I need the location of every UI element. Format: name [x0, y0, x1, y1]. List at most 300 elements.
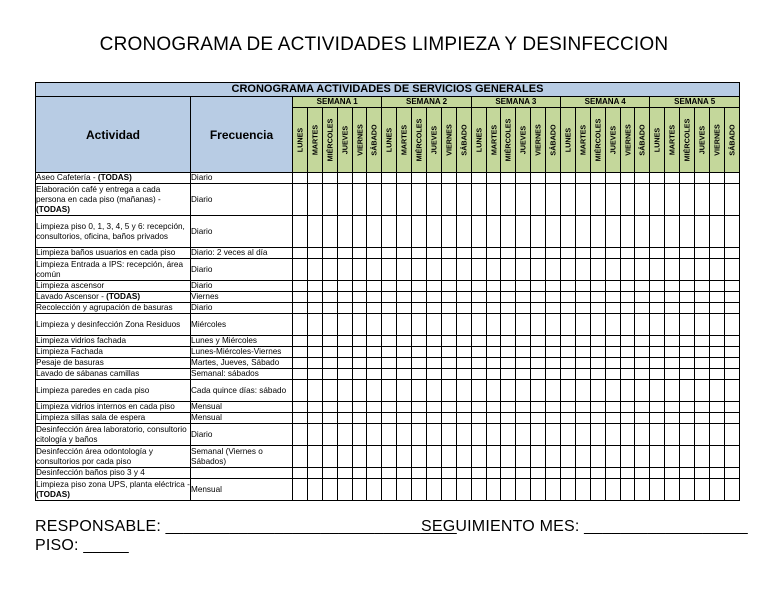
schedule-cell[interactable] — [412, 259, 427, 281]
schedule-cell[interactable] — [293, 446, 308, 468]
schedule-cell[interactable] — [709, 413, 724, 424]
schedule-cell[interactable] — [546, 380, 561, 402]
schedule-cell[interactable] — [650, 380, 665, 402]
schedule-cell[interactable] — [561, 184, 576, 216]
schedule-cell[interactable] — [486, 413, 501, 424]
schedule-cell[interactable] — [680, 380, 695, 402]
schedule-cell[interactable] — [441, 303, 456, 314]
schedule-cell[interactable] — [427, 173, 442, 184]
schedule-cell[interactable] — [516, 424, 531, 446]
schedule-cell[interactable] — [605, 358, 620, 369]
schedule-cell[interactable] — [620, 184, 635, 216]
schedule-cell[interactable] — [620, 446, 635, 468]
schedule-cell[interactable] — [546, 184, 561, 216]
schedule-cell[interactable] — [441, 347, 456, 358]
schedule-cell[interactable] — [441, 173, 456, 184]
schedule-cell[interactable] — [352, 184, 367, 216]
schedule-cell[interactable] — [724, 336, 739, 347]
schedule-cell[interactable] — [605, 173, 620, 184]
schedule-cell[interactable] — [695, 446, 710, 468]
schedule-cell[interactable] — [575, 479, 590, 501]
schedule-cell[interactable] — [441, 292, 456, 303]
schedule-cell[interactable] — [635, 468, 650, 479]
schedule-cell[interactable] — [427, 413, 442, 424]
schedule-cell[interactable] — [620, 347, 635, 358]
schedule-cell[interactable] — [605, 281, 620, 292]
schedule-cell[interactable] — [516, 402, 531, 413]
schedule-cell[interactable] — [516, 347, 531, 358]
schedule-cell[interactable] — [531, 292, 546, 303]
schedule-cell[interactable] — [427, 303, 442, 314]
schedule-cell[interactable] — [337, 173, 352, 184]
schedule-cell[interactable] — [501, 281, 516, 292]
schedule-cell[interactable] — [322, 173, 337, 184]
schedule-cell[interactable] — [575, 184, 590, 216]
schedule-cell[interactable] — [590, 424, 605, 446]
schedule-cell[interactable] — [337, 292, 352, 303]
schedule-cell[interactable] — [709, 281, 724, 292]
schedule-cell[interactable] — [441, 248, 456, 259]
schedule-cell[interactable] — [412, 369, 427, 380]
schedule-cell[interactable] — [307, 259, 322, 281]
schedule-cell[interactable] — [546, 468, 561, 479]
schedule-cell[interactable] — [337, 347, 352, 358]
schedule-cell[interactable] — [486, 479, 501, 501]
schedule-cell[interactable] — [441, 259, 456, 281]
schedule-cell[interactable] — [665, 216, 680, 248]
schedule-cell[interactable] — [352, 479, 367, 501]
schedule-cell[interactable] — [620, 216, 635, 248]
schedule-cell[interactable] — [665, 424, 680, 446]
schedule-cell[interactable] — [322, 292, 337, 303]
schedule-cell[interactable] — [650, 292, 665, 303]
schedule-cell[interactable] — [427, 259, 442, 281]
schedule-cell[interactable] — [695, 292, 710, 303]
schedule-cell[interactable] — [397, 369, 412, 380]
schedule-cell[interactable] — [695, 369, 710, 380]
schedule-cell[interactable] — [337, 303, 352, 314]
schedule-cell[interactable] — [546, 424, 561, 446]
schedule-cell[interactable] — [709, 402, 724, 413]
schedule-cell[interactable] — [695, 413, 710, 424]
schedule-cell[interactable] — [516, 216, 531, 248]
schedule-cell[interactable] — [680, 248, 695, 259]
schedule-cell[interactable] — [680, 184, 695, 216]
schedule-cell[interactable] — [471, 259, 486, 281]
schedule-cell[interactable] — [337, 402, 352, 413]
schedule-cell[interactable] — [531, 369, 546, 380]
schedule-cell[interactable] — [561, 380, 576, 402]
schedule-cell[interactable] — [337, 479, 352, 501]
schedule-cell[interactable] — [620, 479, 635, 501]
schedule-cell[interactable] — [352, 369, 367, 380]
schedule-cell[interactable] — [307, 184, 322, 216]
schedule-cell[interactable] — [665, 402, 680, 413]
schedule-cell[interactable] — [322, 248, 337, 259]
schedule-cell[interactable] — [516, 173, 531, 184]
schedule-cell[interactable] — [516, 468, 531, 479]
schedule-cell[interactable] — [635, 303, 650, 314]
schedule-cell[interactable] — [665, 358, 680, 369]
schedule-cell[interactable] — [427, 292, 442, 303]
schedule-cell[interactable] — [605, 347, 620, 358]
schedule-cell[interactable] — [561, 347, 576, 358]
schedule-cell[interactable] — [590, 259, 605, 281]
schedule-cell[interactable] — [561, 358, 576, 369]
schedule-cell[interactable] — [382, 259, 397, 281]
schedule-cell[interactable] — [665, 413, 680, 424]
schedule-cell[interactable] — [412, 347, 427, 358]
schedule-cell[interactable] — [620, 468, 635, 479]
schedule-cell[interactable] — [322, 336, 337, 347]
schedule-cell[interactable] — [501, 347, 516, 358]
schedule-cell[interactable] — [352, 281, 367, 292]
schedule-cell[interactable] — [665, 292, 680, 303]
schedule-cell[interactable] — [709, 424, 724, 446]
schedule-cell[interactable] — [307, 248, 322, 259]
schedule-cell[interactable] — [531, 380, 546, 402]
schedule-cell[interactable] — [337, 424, 352, 446]
schedule-cell[interactable] — [665, 479, 680, 501]
schedule-cell[interactable] — [501, 424, 516, 446]
schedule-cell[interactable] — [352, 336, 367, 347]
schedule-cell[interactable] — [337, 446, 352, 468]
schedule-cell[interactable] — [531, 336, 546, 347]
schedule-cell[interactable] — [471, 216, 486, 248]
schedule-cell[interactable] — [561, 303, 576, 314]
schedule-cell[interactable] — [501, 336, 516, 347]
schedule-cell[interactable] — [605, 468, 620, 479]
schedule-cell[interactable] — [531, 413, 546, 424]
schedule-cell[interactable] — [307, 424, 322, 446]
schedule-cell[interactable] — [367, 336, 382, 347]
schedule-cell[interactable] — [724, 358, 739, 369]
schedule-cell[interactable] — [501, 259, 516, 281]
schedule-cell[interactable] — [322, 314, 337, 336]
schedule-cell[interactable] — [352, 303, 367, 314]
schedule-cell[interactable] — [665, 248, 680, 259]
schedule-cell[interactable] — [307, 446, 322, 468]
schedule-cell[interactable] — [322, 468, 337, 479]
schedule-cell[interactable] — [367, 468, 382, 479]
schedule-cell[interactable] — [709, 446, 724, 468]
schedule-cell[interactable] — [307, 347, 322, 358]
schedule-cell[interactable] — [293, 369, 308, 380]
schedule-cell[interactable] — [590, 369, 605, 380]
schedule-cell[interactable] — [709, 347, 724, 358]
schedule-cell[interactable] — [471, 184, 486, 216]
schedule-cell[interactable] — [590, 413, 605, 424]
schedule-cell[interactable] — [680, 402, 695, 413]
schedule-cell[interactable] — [665, 369, 680, 380]
schedule-cell[interactable] — [397, 173, 412, 184]
schedule-cell[interactable] — [367, 303, 382, 314]
schedule-cell[interactable] — [367, 479, 382, 501]
schedule-cell[interactable] — [307, 369, 322, 380]
schedule-cell[interactable] — [546, 446, 561, 468]
schedule-cell[interactable] — [486, 336, 501, 347]
schedule-cell[interactable] — [575, 402, 590, 413]
schedule-cell[interactable] — [665, 336, 680, 347]
schedule-cell[interactable] — [501, 173, 516, 184]
schedule-cell[interactable] — [307, 303, 322, 314]
schedule-cell[interactable] — [680, 347, 695, 358]
schedule-cell[interactable] — [635, 380, 650, 402]
schedule-cell[interactable] — [605, 184, 620, 216]
schedule-cell[interactable] — [665, 173, 680, 184]
schedule-cell[interactable] — [516, 380, 531, 402]
schedule-cell[interactable] — [471, 281, 486, 292]
schedule-cell[interactable] — [397, 314, 412, 336]
schedule-cell[interactable] — [501, 184, 516, 216]
schedule-cell[interactable] — [322, 281, 337, 292]
schedule-cell[interactable] — [590, 402, 605, 413]
schedule-cell[interactable] — [680, 336, 695, 347]
schedule-cell[interactable] — [486, 292, 501, 303]
schedule-cell[interactable] — [724, 468, 739, 479]
schedule-cell[interactable] — [412, 402, 427, 413]
schedule-cell[interactable] — [441, 184, 456, 216]
schedule-cell[interactable] — [561, 336, 576, 347]
schedule-cell[interactable] — [501, 358, 516, 369]
schedule-cell[interactable] — [501, 413, 516, 424]
schedule-cell[interactable] — [709, 184, 724, 216]
schedule-cell[interactable] — [367, 413, 382, 424]
schedule-cell[interactable] — [293, 479, 308, 501]
schedule-cell[interactable] — [382, 248, 397, 259]
schedule-cell[interactable] — [456, 380, 471, 402]
schedule-cell[interactable] — [590, 314, 605, 336]
schedule-cell[interactable] — [650, 184, 665, 216]
schedule-cell[interactable] — [456, 248, 471, 259]
schedule-cell[interactable] — [531, 424, 546, 446]
schedule-cell[interactable] — [724, 347, 739, 358]
schedule-cell[interactable] — [412, 173, 427, 184]
schedule-cell[interactable] — [635, 173, 650, 184]
schedule-cell[interactable] — [427, 446, 442, 468]
schedule-cell[interactable] — [575, 446, 590, 468]
schedule-cell[interactable] — [546, 358, 561, 369]
schedule-cell[interactable] — [546, 402, 561, 413]
schedule-cell[interactable] — [352, 402, 367, 413]
schedule-cell[interactable] — [516, 413, 531, 424]
schedule-cell[interactable] — [605, 248, 620, 259]
schedule-cell[interactable] — [501, 292, 516, 303]
schedule-cell[interactable] — [724, 173, 739, 184]
schedule-cell[interactable] — [546, 281, 561, 292]
schedule-cell[interactable] — [590, 358, 605, 369]
schedule-cell[interactable] — [590, 336, 605, 347]
schedule-cell[interactable] — [322, 402, 337, 413]
schedule-cell[interactable] — [441, 369, 456, 380]
schedule-cell[interactable] — [427, 216, 442, 248]
schedule-cell[interactable] — [337, 184, 352, 216]
schedule-cell[interactable] — [382, 216, 397, 248]
schedule-cell[interactable] — [590, 446, 605, 468]
schedule-cell[interactable] — [635, 281, 650, 292]
schedule-cell[interactable] — [382, 479, 397, 501]
schedule-cell[interactable] — [561, 468, 576, 479]
schedule-cell[interactable] — [709, 369, 724, 380]
schedule-cell[interactable] — [635, 336, 650, 347]
schedule-cell[interactable] — [680, 413, 695, 424]
schedule-cell[interactable] — [620, 248, 635, 259]
schedule-cell[interactable] — [620, 358, 635, 369]
schedule-cell[interactable] — [382, 413, 397, 424]
schedule-cell[interactable] — [427, 336, 442, 347]
schedule-cell[interactable] — [367, 369, 382, 380]
schedule-cell[interactable] — [352, 358, 367, 369]
schedule-cell[interactable] — [650, 336, 665, 347]
schedule-cell[interactable] — [680, 358, 695, 369]
schedule-cell[interactable] — [605, 380, 620, 402]
schedule-cell[interactable] — [427, 369, 442, 380]
schedule-cell[interactable] — [471, 402, 486, 413]
schedule-cell[interactable] — [307, 380, 322, 402]
schedule-cell[interactable] — [546, 248, 561, 259]
schedule-cell[interactable] — [307, 281, 322, 292]
schedule-cell[interactable] — [441, 380, 456, 402]
schedule-cell[interactable] — [590, 173, 605, 184]
schedule-cell[interactable] — [724, 248, 739, 259]
schedule-cell[interactable] — [635, 314, 650, 336]
schedule-cell[interactable] — [322, 216, 337, 248]
schedule-cell[interactable] — [293, 184, 308, 216]
schedule-cell[interactable] — [486, 380, 501, 402]
schedule-cell[interactable] — [382, 369, 397, 380]
schedule-cell[interactable] — [575, 303, 590, 314]
schedule-cell[interactable] — [441, 216, 456, 248]
schedule-cell[interactable] — [441, 314, 456, 336]
schedule-cell[interactable] — [665, 281, 680, 292]
schedule-cell[interactable] — [635, 424, 650, 446]
schedule-cell[interactable] — [397, 281, 412, 292]
schedule-cell[interactable] — [427, 248, 442, 259]
schedule-cell[interactable] — [680, 292, 695, 303]
schedule-cell[interactable] — [546, 173, 561, 184]
schedule-cell[interactable] — [501, 479, 516, 501]
schedule-cell[interactable] — [397, 259, 412, 281]
schedule-cell[interactable] — [724, 479, 739, 501]
schedule-cell[interactable] — [501, 468, 516, 479]
schedule-cell[interactable] — [531, 173, 546, 184]
schedule-cell[interactable] — [665, 380, 680, 402]
schedule-cell[interactable] — [620, 402, 635, 413]
schedule-cell[interactable] — [546, 303, 561, 314]
schedule-cell[interactable] — [635, 369, 650, 380]
schedule-cell[interactable] — [412, 358, 427, 369]
schedule-cell[interactable] — [650, 248, 665, 259]
schedule-cell[interactable] — [650, 281, 665, 292]
schedule-cell[interactable] — [680, 314, 695, 336]
schedule-cell[interactable] — [367, 184, 382, 216]
schedule-cell[interactable] — [441, 468, 456, 479]
schedule-cell[interactable] — [352, 347, 367, 358]
schedule-cell[interactable] — [367, 314, 382, 336]
schedule-cell[interactable] — [531, 468, 546, 479]
schedule-cell[interactable] — [724, 424, 739, 446]
schedule-cell[interactable] — [680, 216, 695, 248]
schedule-cell[interactable] — [337, 468, 352, 479]
schedule-cell[interactable] — [367, 259, 382, 281]
schedule-cell[interactable] — [471, 424, 486, 446]
schedule-cell[interactable] — [665, 314, 680, 336]
schedule-cell[interactable] — [382, 336, 397, 347]
schedule-cell[interactable] — [575, 281, 590, 292]
schedule-cell[interactable] — [412, 281, 427, 292]
schedule-cell[interactable] — [695, 380, 710, 402]
schedule-cell[interactable] — [293, 281, 308, 292]
schedule-cell[interactable] — [397, 248, 412, 259]
schedule-cell[interactable] — [471, 369, 486, 380]
schedule-cell[interactable] — [546, 413, 561, 424]
schedule-cell[interactable] — [561, 413, 576, 424]
schedule-cell[interactable] — [397, 402, 412, 413]
schedule-cell[interactable] — [412, 336, 427, 347]
schedule-cell[interactable] — [516, 303, 531, 314]
schedule-cell[interactable] — [724, 446, 739, 468]
schedule-cell[interactable] — [471, 358, 486, 369]
schedule-cell[interactable] — [382, 380, 397, 402]
schedule-cell[interactable] — [382, 446, 397, 468]
schedule-cell[interactable] — [546, 292, 561, 303]
schedule-cell[interactable] — [501, 216, 516, 248]
schedule-cell[interactable] — [322, 184, 337, 216]
schedule-cell[interactable] — [322, 380, 337, 402]
schedule-cell[interactable] — [516, 314, 531, 336]
schedule-cell[interactable] — [561, 292, 576, 303]
schedule-cell[interactable] — [382, 303, 397, 314]
schedule-cell[interactable] — [382, 468, 397, 479]
schedule-cell[interactable] — [322, 347, 337, 358]
schedule-cell[interactable] — [456, 336, 471, 347]
schedule-cell[interactable] — [456, 292, 471, 303]
schedule-cell[interactable] — [322, 413, 337, 424]
schedule-cell[interactable] — [352, 314, 367, 336]
schedule-cell[interactable] — [352, 413, 367, 424]
schedule-cell[interactable] — [695, 479, 710, 501]
schedule-cell[interactable] — [575, 369, 590, 380]
schedule-cell[interactable] — [531, 402, 546, 413]
schedule-cell[interactable] — [456, 446, 471, 468]
schedule-cell[interactable] — [546, 369, 561, 380]
schedule-cell[interactable] — [322, 479, 337, 501]
schedule-cell[interactable] — [352, 380, 367, 402]
schedule-cell[interactable] — [427, 281, 442, 292]
schedule-cell[interactable] — [441, 358, 456, 369]
schedule-cell[interactable] — [650, 216, 665, 248]
schedule-cell[interactable] — [412, 380, 427, 402]
schedule-cell[interactable] — [635, 347, 650, 358]
schedule-cell[interactable] — [695, 248, 710, 259]
schedule-cell[interactable] — [441, 424, 456, 446]
schedule-cell[interactable] — [680, 446, 695, 468]
schedule-cell[interactable] — [650, 424, 665, 446]
schedule-cell[interactable] — [561, 216, 576, 248]
schedule-cell[interactable] — [709, 314, 724, 336]
schedule-cell[interactable] — [501, 402, 516, 413]
schedule-cell[interactable] — [561, 369, 576, 380]
schedule-cell[interactable] — [665, 468, 680, 479]
schedule-cell[interactable] — [322, 358, 337, 369]
schedule-cell[interactable] — [605, 336, 620, 347]
schedule-cell[interactable] — [456, 216, 471, 248]
schedule-cell[interactable] — [307, 358, 322, 369]
schedule-cell[interactable] — [635, 358, 650, 369]
schedule-cell[interactable] — [397, 468, 412, 479]
schedule-cell[interactable] — [337, 336, 352, 347]
schedule-cell[interactable] — [546, 347, 561, 358]
